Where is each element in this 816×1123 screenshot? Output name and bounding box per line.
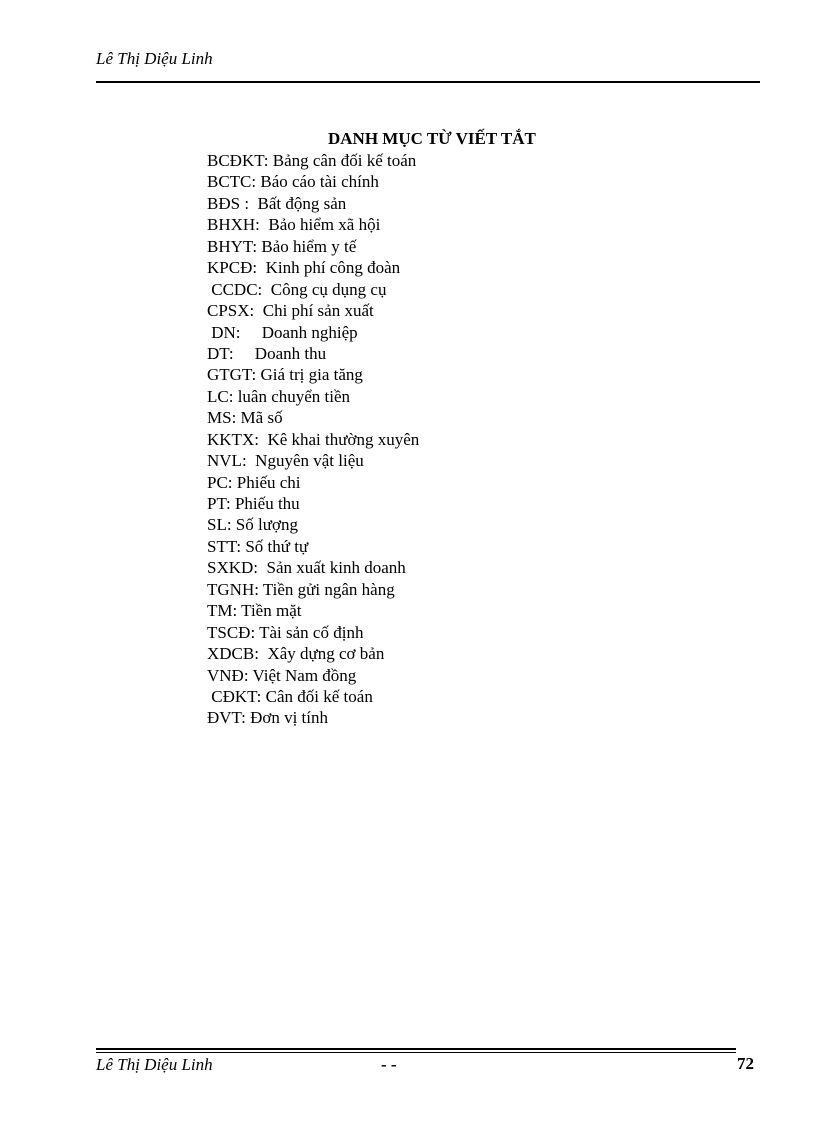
abbreviation-item: ĐVT: Đơn vị tính (207, 708, 329, 728)
footer-separator: - - (381, 1055, 397, 1074)
abbreviation-item: PT: Phiếu thu (207, 494, 300, 513)
abbreviation-item: BCĐKT: Bảng cân đối kế toán (207, 151, 417, 170)
abbreviation-item: TSCĐ: Tài sản cố định (207, 622, 364, 642)
footer-author: Lê Thị Diệu Linh (96, 1055, 213, 1074)
abbreviation-item: VNĐ: Việt Nam đồng (207, 665, 357, 685)
abbreviation-item: PC: Phiếu chi (207, 472, 301, 492)
header-author: Lê Thị Diệu Linh (96, 49, 213, 68)
abbreviation-item: DN: Doanh nghiệp (207, 322, 358, 342)
abbreviation-item: GTGT: Giá trị gia tăng (207, 365, 363, 385)
abbreviation-item: XDCB: Xây dựng cơ bản (207, 644, 385, 664)
abbreviation-item: BHXH: Bảo hiểm xã hội (207, 215, 381, 235)
abbreviation-item: BĐS : Bất động sản (207, 193, 347, 213)
header-divider (96, 81, 760, 83)
abbreviation-item: SL: Số lượng (207, 515, 298, 535)
page-number: 72 (737, 1054, 754, 1073)
page-title: DANH MỤC TỪ VIẾT TẮT (328, 129, 536, 148)
abbreviation-item: DT: Doanh thu (207, 343, 327, 363)
abbreviation-item: CCDC: Công cụ dụng cụ (207, 279, 387, 299)
abbreviation-item: NVL: Nguyên vật liệu (207, 451, 364, 471)
abbreviation-item: KKTX: Kê khai thường xuyên (207, 429, 420, 449)
abbreviation-item: LC: luân chuyển tiền (207, 386, 351, 406)
abbreviation-item: CPSX: Chi phí sản xuất (207, 301, 374, 321)
footer-divider-thick (96, 1048, 736, 1050)
abbreviation-list (207, 150, 419, 729)
abbreviation-item: TM: Tiền mặt (207, 601, 302, 621)
abbreviation-item: STT: Số thứ tự (207, 536, 309, 556)
abbreviation-item: BCTC: Báo cáo tài chính (207, 172, 379, 192)
footer-divider-thin (96, 1052, 736, 1053)
abbreviation-item: SXKD: Sản xuất kinh doanh (207, 558, 406, 578)
abbreviation-item: CĐKT: Cân đối kế toán (207, 686, 373, 706)
abbreviation-item: MS: Mã số (207, 408, 283, 428)
abbreviation-item: TGNH: Tiền gửi ngân hàng (207, 579, 395, 599)
abbreviation-item: KPCĐ: Kinh phí công đoàn (207, 258, 401, 278)
abbreviation-item: BHYT: Bảo hiểm y tế (207, 236, 357, 256)
